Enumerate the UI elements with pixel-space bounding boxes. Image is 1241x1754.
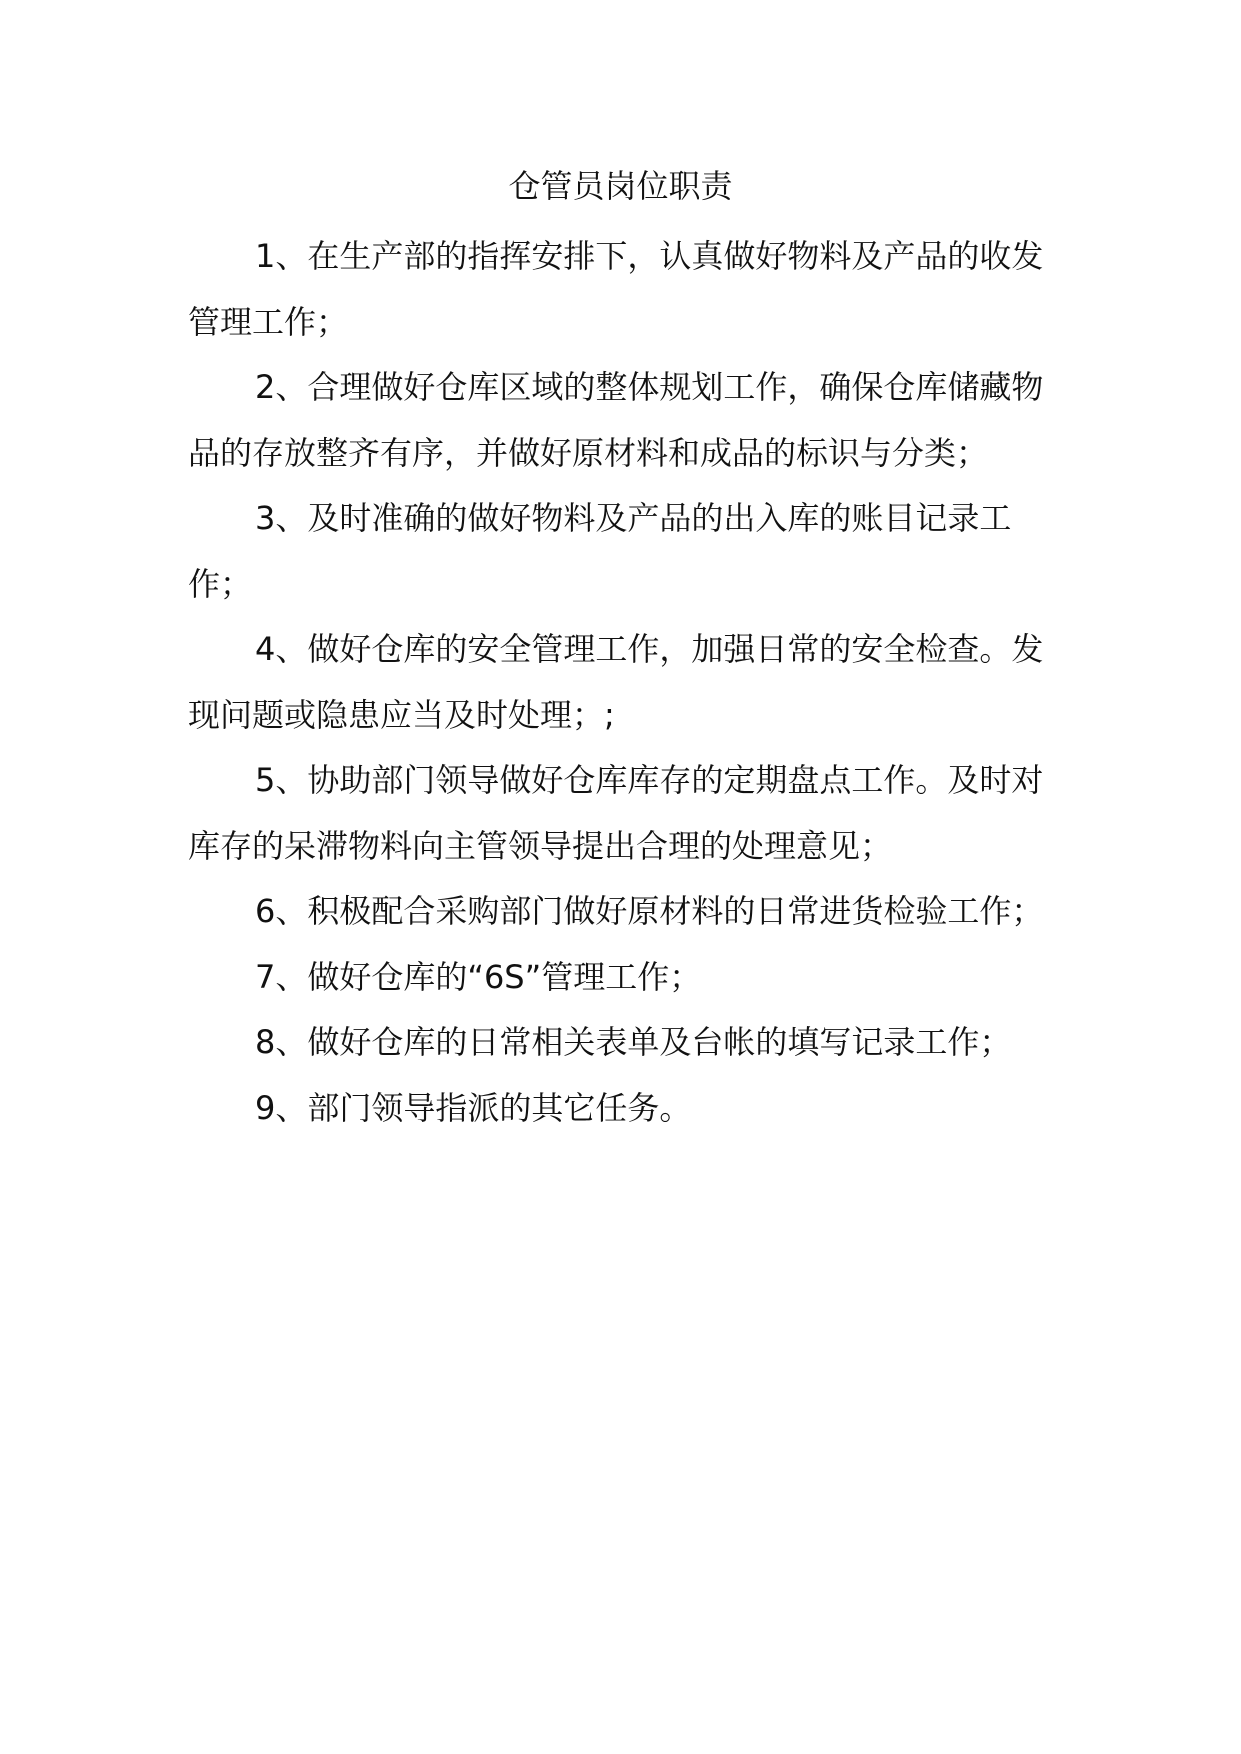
document-title: 仓管员岗位职责 — [508, 167, 733, 205]
duty-item-2: 2、合理做好仓库区域的整体规划工作，确保仓库储藏物品的存放整齐有序，并做好原材料和成品的标识与分类； — [188, 368, 1044, 472]
duty-item-1: 1、在生产部的指挥安排下，认真做好物料及产品的收发管理工作； — [188, 237, 1044, 341]
duty-item-6: 6、积极配合采购部门做好原材料的日常进货检验工作； — [255, 892, 1044, 930]
duty-item-4: 4、做好仓库的安全管理工作，加强日常的安全检查。发现问题或隐患应当及时处理；; — [188, 630, 1044, 734]
duty-item-5: 5、协助部门领导做好仓库库存的定期盘点工作。及时对库存的呆滞物料向主管领导提出合理的处理意见； — [188, 761, 1044, 865]
duty-item-8: 8、做好仓库的日常相关表单及台帐的填写记录工作； — [255, 1023, 1012, 1061]
duty-list — [188, 224, 1068, 1141]
duty-item-7: 7、做好仓库的“6S”管理工作； — [255, 957, 702, 996]
duty-item-3: 3、及时准确的做好物料及产品的出入库的账目记录工作； — [188, 499, 1012, 603]
duty-item-9: 9、部门领导指派的其它任务。 — [255, 1088, 692, 1127]
